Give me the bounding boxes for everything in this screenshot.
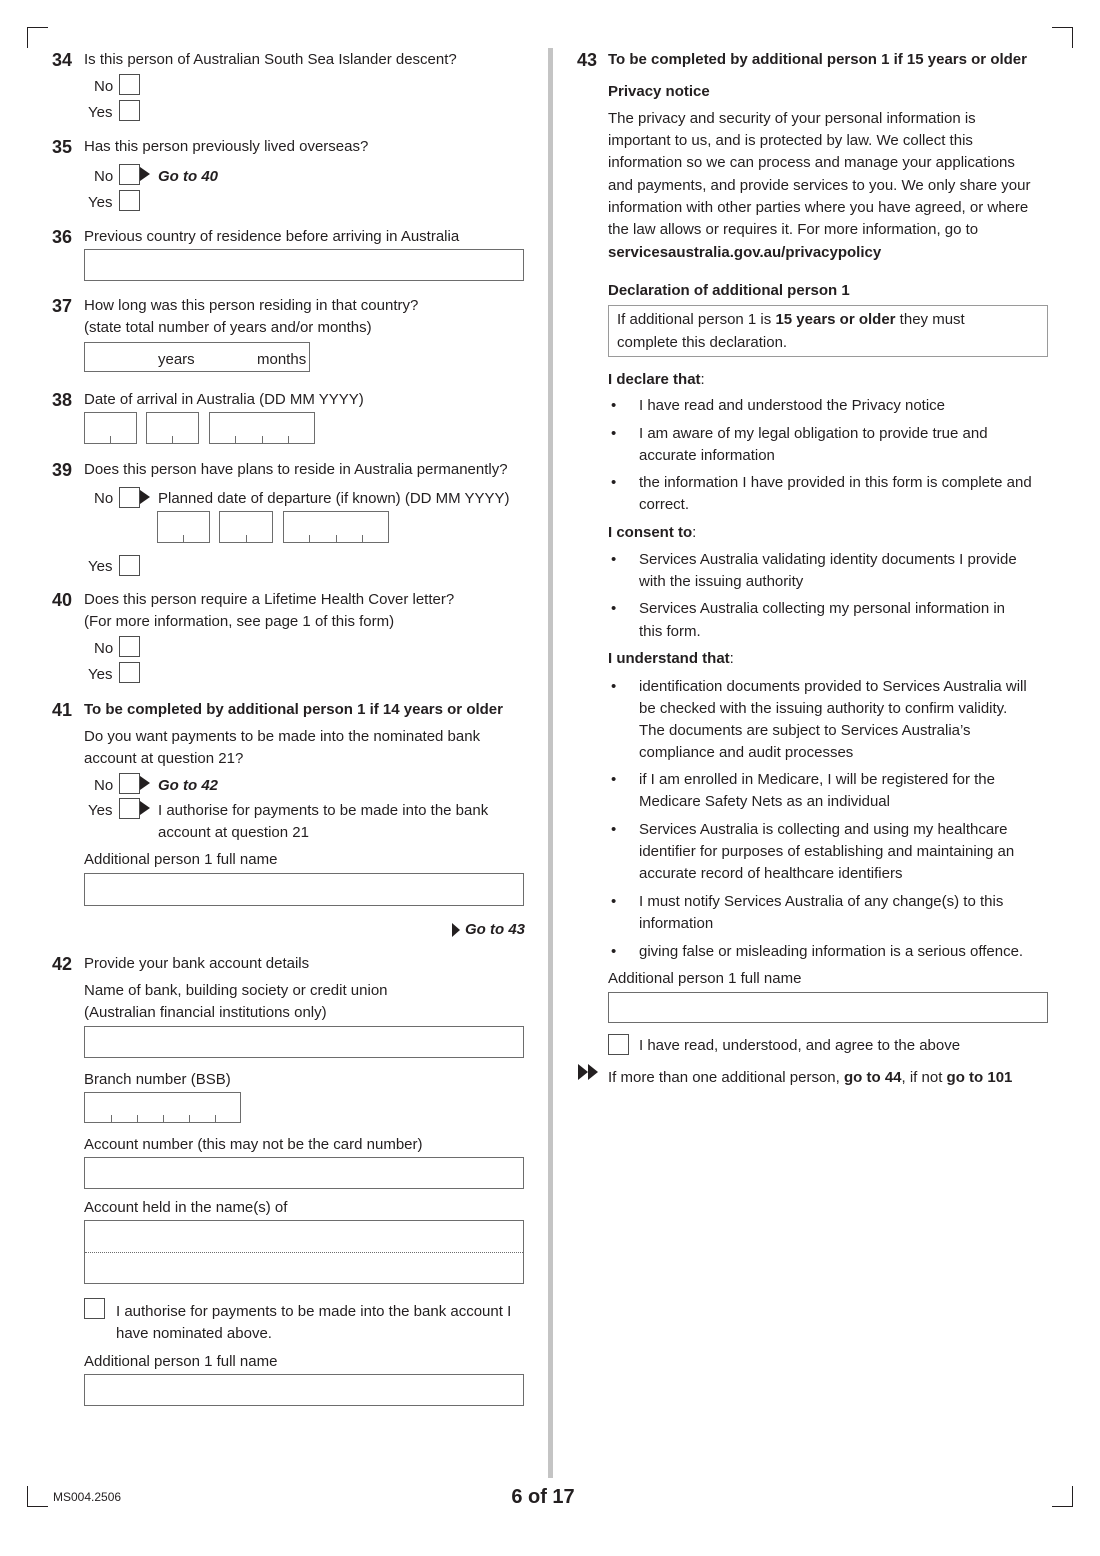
bank-name-hint: (Australian financial institutions only)	[84, 1004, 327, 1021]
bullet: •	[611, 821, 617, 838]
departure-day-field[interactable]	[157, 511, 210, 543]
question-number: 37	[52, 296, 73, 316]
q41-yes-checkbox[interactable]	[119, 798, 140, 819]
question-text: How long was this person residing in that country?	[84, 297, 419, 314]
agree-text: I have read, understood, and agree to the above	[639, 1037, 961, 1054]
question-number: 36	[52, 227, 73, 247]
account-name-field[interactable]	[84, 1220, 524, 1284]
goto-instruction: Go to 43	[465, 921, 526, 938]
arrow-right-icon	[140, 167, 150, 181]
years-label: years	[158, 351, 195, 368]
arrival-day-field[interactable]	[84, 412, 137, 444]
understand-item: Services Australia is collecting and using my healthcare	[639, 821, 1008, 838]
next-section-instruction: If more than one additional person, go to 44, if not go to 101	[608, 1069, 1013, 1086]
declare-item: I am aware of my legal obligation to provide true and	[639, 425, 988, 442]
question-text: Is this person of Australian South Sea Islander descent?	[84, 51, 457, 68]
question-hint: (state total number of years and/or months)	[84, 319, 372, 336]
digit-divider	[235, 436, 236, 443]
option-label-no: No	[94, 777, 114, 794]
bullet: •	[611, 397, 617, 414]
account-number-label: Account number (this may not be the card number)	[84, 1136, 423, 1153]
residence-duration-field[interactable]	[84, 342, 310, 372]
q40-no-checkbox[interactable]	[119, 636, 140, 657]
bullet: •	[611, 425, 617, 442]
bullet: •	[611, 943, 617, 960]
full-name-field[interactable]	[84, 873, 524, 906]
authorise-text: I authorise for payments to be made into the bank account I	[116, 1303, 512, 1320]
goto-instruction: Go to 42	[158, 777, 219, 794]
full-name-field[interactable]	[84, 1374, 524, 1406]
understand-item: if I am enrolled in Medicare, I will be registered for the	[639, 771, 995, 788]
authorise-text: have nominated above.	[116, 1325, 272, 1342]
consent-heading: I consent to:	[608, 524, 697, 541]
crop-mark-top-right	[1052, 27, 1073, 48]
declaration-note: If additional person 1 is 15 years or older they must	[617, 311, 965, 328]
option-label-yes: Yes	[88, 802, 113, 819]
understand-item: The documents are subject to Services Australia’s	[639, 722, 971, 739]
option-label-yes: Yes	[88, 558, 113, 575]
bank-name-label: Name of bank, building society or credit union	[84, 982, 388, 999]
question-number: 40	[52, 590, 73, 610]
arrow-right-icon	[140, 490, 150, 504]
declare-item: the information I have provided in this form is complete and	[639, 474, 1032, 491]
bank-name-field[interactable]	[84, 1026, 524, 1058]
question-text: Provide your bank account details	[84, 955, 310, 972]
digit-divider	[110, 436, 111, 443]
consent-item: Services Australia collecting my personal information in	[639, 600, 1005, 617]
understand-item: accurate record of healthcare identifiers	[639, 865, 903, 882]
option-label-no: No	[94, 78, 114, 95]
digit-divider	[262, 436, 263, 443]
authorise-text: account at question 21	[158, 824, 309, 841]
bullet: •	[611, 678, 617, 695]
bullet: •	[611, 600, 617, 617]
bullet: •	[611, 474, 617, 491]
question-text: Do you want payments to be made into the nominated bank	[84, 728, 481, 745]
authorise-payments-checkbox[interactable]	[84, 1298, 105, 1319]
departure-date-label: Planned date of departure (if known) (DD MM YYYY)	[158, 490, 510, 507]
option-label-no: No	[94, 490, 114, 507]
bsb-field[interactable]	[84, 1092, 241, 1123]
option-label-yes: Yes	[88, 194, 113, 211]
question-text: account at question 21?	[84, 750, 244, 767]
crop-mark-top-left	[27, 27, 48, 48]
departure-month-field[interactable]	[219, 511, 273, 543]
option-label-no: No	[94, 168, 114, 185]
digit-divider	[189, 1115, 190, 1122]
q34-no-checkbox[interactable]	[119, 74, 140, 95]
agree-checkbox[interactable]	[608, 1034, 629, 1055]
consent-item: Services Australia validating identity documents I provide	[639, 551, 1017, 568]
privacy-text: information with other parties where you have agreed, or where	[608, 199, 1029, 216]
digit-divider	[288, 436, 289, 443]
full-name-label: Additional person 1 full name	[608, 970, 802, 987]
q41-no-checkbox[interactable]	[119, 773, 140, 794]
digit-divider	[215, 1115, 216, 1122]
question-hint: (For more information, see page 1 of this form)	[84, 613, 395, 630]
crop-mark-bottom-right	[1052, 1486, 1073, 1507]
arrival-month-field[interactable]	[146, 412, 199, 444]
previous-country-field[interactable]	[84, 249, 524, 281]
declaration-note: complete this declaration.	[617, 334, 788, 351]
understand-item: compliance and audit processes	[639, 744, 854, 761]
declaration-note-box	[608, 305, 1048, 357]
declare-heading: I declare that:	[608, 371, 705, 388]
q39-no-checkbox[interactable]	[119, 487, 140, 508]
digit-divider	[172, 436, 173, 443]
option-label-yes: Yes	[88, 666, 113, 683]
declaration-title: Declaration of additional person 1	[608, 282, 850, 299]
privacy-text: The privacy and security of your personal information is	[608, 110, 976, 127]
arrow-right-icon	[140, 776, 150, 790]
privacy-text: information so we can process and manage your applications	[608, 154, 1015, 171]
privacy-policy-link[interactable]: servicesaustralia.gov.au/privacypolicy	[608, 244, 882, 261]
bsb-label: Branch number (BSB)	[84, 1071, 231, 1088]
question-heading: To be completed by additional person 1 if 15 years or older	[608, 51, 1027, 68]
digit-divider	[163, 1115, 164, 1122]
understand-item: giving false or misleading information is a serious offence.	[639, 943, 1024, 960]
q35-yes-checkbox[interactable]	[119, 190, 140, 211]
q35-no-checkbox[interactable]	[119, 164, 140, 185]
question-number: 39	[52, 460, 73, 480]
account-name-label: Account held in the name(s) of	[84, 1199, 288, 1216]
understand-item: identifier for purposes of establishing and maintaining an	[639, 843, 1015, 860]
full-name-label: Additional person 1 full name	[84, 851, 278, 868]
digit-divider	[183, 535, 184, 542]
question-heading: To be completed by additional person 1 if 14 years or older	[84, 701, 503, 718]
page-number: 6 of 17	[511, 1486, 575, 1508]
option-label-yes: Yes	[88, 104, 113, 121]
q40-yes-checkbox[interactable]	[119, 662, 140, 683]
option-label-no: No	[94, 640, 114, 657]
departure-year-field[interactable]	[283, 511, 389, 543]
question-number: 41	[52, 700, 73, 720]
understand-heading: I understand that:	[608, 650, 734, 667]
q39-yes-checkbox[interactable]	[119, 555, 140, 576]
form-code: MS004.2506	[53, 1490, 122, 1504]
understand-item: Medicare Safety Nets as an individual	[639, 793, 890, 810]
question-number: 34	[52, 50, 73, 70]
question-number: 43	[577, 50, 598, 70]
understand-item: identification documents provided to Services Australia will	[639, 678, 1027, 695]
understand-item: be checked with the issuing authority to confirm validity.	[639, 700, 1008, 717]
privacy-text: and payments, and provide services to you. We only share your	[608, 177, 1031, 194]
column-divider	[548, 48, 553, 1478]
declare-item: accurate information	[639, 447, 775, 464]
consent-item: this form.	[639, 623, 701, 640]
arrival-year-field[interactable]	[209, 412, 315, 444]
question-number: 35	[52, 137, 73, 157]
q34-yes-checkbox[interactable]	[119, 100, 140, 121]
question-text: Has this person previously lived overseas?	[84, 138, 369, 155]
question-text: Previous country of residence before arriving in Australia	[84, 228, 460, 245]
full-name-label: Additional person 1 full name	[84, 1353, 278, 1370]
question-number: 42	[52, 954, 73, 974]
declare-item: correct.	[639, 496, 690, 513]
privacy-notice-title: Privacy notice	[608, 83, 710, 100]
bullet: •	[611, 893, 617, 910]
dotted-line-divider	[85, 1252, 523, 1253]
declare-item: I have read and understood the Privacy notice	[639, 397, 946, 414]
consent-item: with the issuing authority	[639, 573, 804, 590]
digit-divider	[111, 1115, 112, 1122]
privacy-text: important to us, and is protected by law. We collect this	[608, 132, 973, 149]
digit-divider	[362, 535, 363, 542]
crop-mark-bottom-left	[27, 1486, 48, 1507]
bullet: •	[611, 551, 617, 568]
question-text: Date of arrival in Australia (DD MM YYYY)	[84, 391, 364, 408]
question-number: 38	[52, 390, 73, 410]
digit-divider	[137, 1115, 138, 1122]
account-number-field[interactable]	[84, 1157, 524, 1189]
months-label: months	[257, 351, 307, 368]
question-text: Does this person require a Lifetime Health Cover letter?	[84, 591, 455, 608]
digit-divider	[246, 535, 247, 542]
goto-instruction: Go to 40	[158, 168, 219, 185]
full-name-field[interactable]	[608, 992, 1048, 1023]
digit-divider	[309, 535, 310, 542]
question-text: Does this person have plans to reside in Australia permanently?	[84, 461, 508, 478]
bullet: •	[611, 771, 617, 788]
digit-divider	[336, 535, 337, 542]
double-arrow-right-icon	[578, 1064, 598, 1080]
understand-item: I must notify Services Australia of any change(s) to this	[639, 893, 1004, 910]
arrow-right-icon	[452, 923, 460, 937]
understand-item: information	[639, 915, 714, 932]
privacy-text: the law allows or requires it. For more information, go to	[608, 221, 979, 238]
arrow-right-icon	[140, 801, 150, 815]
authorise-text: I authorise for payments to be made into the bank	[158, 802, 489, 819]
